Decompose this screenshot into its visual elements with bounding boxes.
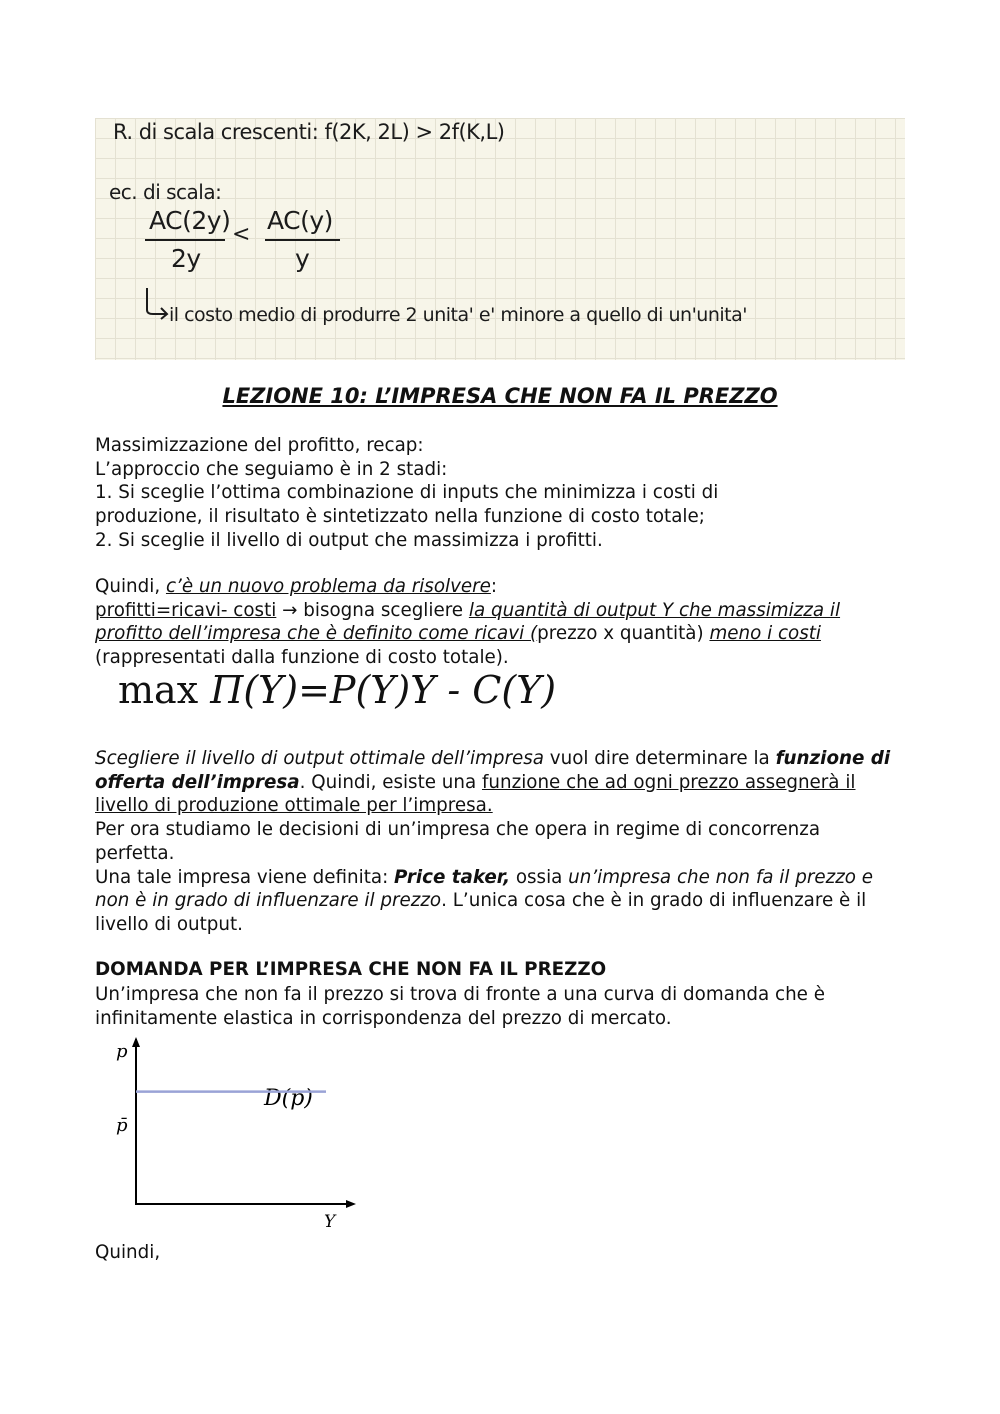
problem-price-quantity: prezzo x quantità) [537, 623, 710, 645]
supply-function-every-price: funzione che ad ogni prezzo assegnerà il livello di produzione ottimale per l’impresa. [95, 771, 856, 817]
x-axis-label: Y [324, 1212, 336, 1232]
intro-line: L’approccio che seguiamo è in 2 stadi: [95, 458, 448, 480]
supply-only-output: . L’unica cosa che è in grado di influenzare è il livello di output. [95, 890, 867, 935]
supply-quindi: . Quindi, esiste una [299, 771, 482, 793]
problem-colon: : [490, 576, 498, 597]
notes-line-average-cost: il costo medio di produrre 2 unita' e' minore a quello di un'unita' [169, 304, 747, 326]
demand-chart [100, 1035, 370, 1235]
problem-represented: (rappresentati dalla funzione di costo totale). [95, 647, 509, 669]
intro-line: Massimizzazione del profitto, recap: [95, 435, 424, 456]
problem-minus-costs: meno i costi [709, 623, 821, 645]
notes-frac1-bar [145, 239, 225, 241]
profit-formula [118, 668, 556, 712]
notes-frac1-denominator: 2y [171, 244, 201, 273]
problem-quantity-text: la quantità di output Y che massimizza il profitto dell’impresa che è definito come ricavi ( [95, 599, 841, 645]
supply-price-taker: Price taker, [394, 866, 511, 888]
formula-expression: Π(Y)=P(Y)Y - C(Y) [210, 668, 557, 712]
price-label: p̄ [116, 1115, 128, 1136]
problem-profit-definition: profitti=ricavi- costi [95, 599, 277, 621]
notes-frac1-numerator: AC(2y) [149, 206, 231, 235]
section-heading-demand: DOMANDA PER L’IMPRESA CHE NON FA IL PREZZO [95, 959, 607, 980]
intro-line: 2. Si sceglie il livello di output che massimizza i profitti. [95, 529, 603, 551]
handwritten-notes [95, 118, 905, 360]
y-axis-arrow-icon [132, 1037, 140, 1047]
supply-firm-description: un’impresa che non fa il prezzo e non è in grado di influenzare il prezzo [95, 866, 874, 912]
supply-choose-level: Scegliere il livello di output ottimale dell’impresa [95, 748, 544, 769]
intro-line: 1. Si sceglie l’ottima combinazione di inputs che minimizza i costi di [95, 482, 719, 504]
problem-arrow-text: → bisogna scegliere [276, 599, 469, 621]
notes-line-returns: R. di scala crescenti: f(2K, 2L) > 2f(K,L) [113, 120, 505, 144]
supply-means: vuol dire determinare la [544, 748, 776, 769]
formula-max: max [118, 668, 211, 712]
problem-paragraph [95, 575, 905, 670]
problem-quindi: Quindi, [95, 576, 166, 597]
hooked-arrow-icon [141, 286, 171, 320]
supply-defined-as: Una tale impresa viene definita: [95, 866, 395, 888]
supply-function-bold: funzione di offerta dell’impresa [95, 748, 891, 793]
problem-new-problem: c’è un nuovo problema da risolvere [165, 576, 491, 597]
x-axis-arrow-icon [346, 1200, 356, 1208]
notes-frac2-denominator: y [295, 244, 310, 273]
supply-ossia: ossia [510, 866, 569, 888]
demand-text: Un’impresa che non fa il prezzo si trova di fronte a una curva di domanda che è infinitamente elastica in corrispondenza del prezzo di mercato. [95, 984, 825, 1029]
closing-text: Quindi, [95, 1242, 161, 1263]
notes-frac2-numerator: AC(y) [267, 206, 333, 235]
intro-paragraph [95, 434, 915, 553]
notes-less-than: < [232, 222, 250, 247]
page-title: LEZIONE 10: L’IMPRESA CHE NON FA IL PREZZO [222, 384, 778, 408]
notes-line-economies: ec. di scala: [109, 180, 222, 204]
supply-per-ora: Per ora studiamo le decisioni di un’impresa che opera in regime di concorrenza perfetta. [95, 819, 821, 864]
intro-line: produzione, il risultato è sintetizzato nella funzione di costo totale; [95, 506, 705, 528]
demand-paragraph [95, 983, 910, 1030]
supply-paragraph [95, 747, 905, 937]
y-axis-label: p [116, 1041, 128, 1062]
curve-label: D(p) [264, 1086, 313, 1111]
notes-frac2-bar [265, 239, 340, 241]
